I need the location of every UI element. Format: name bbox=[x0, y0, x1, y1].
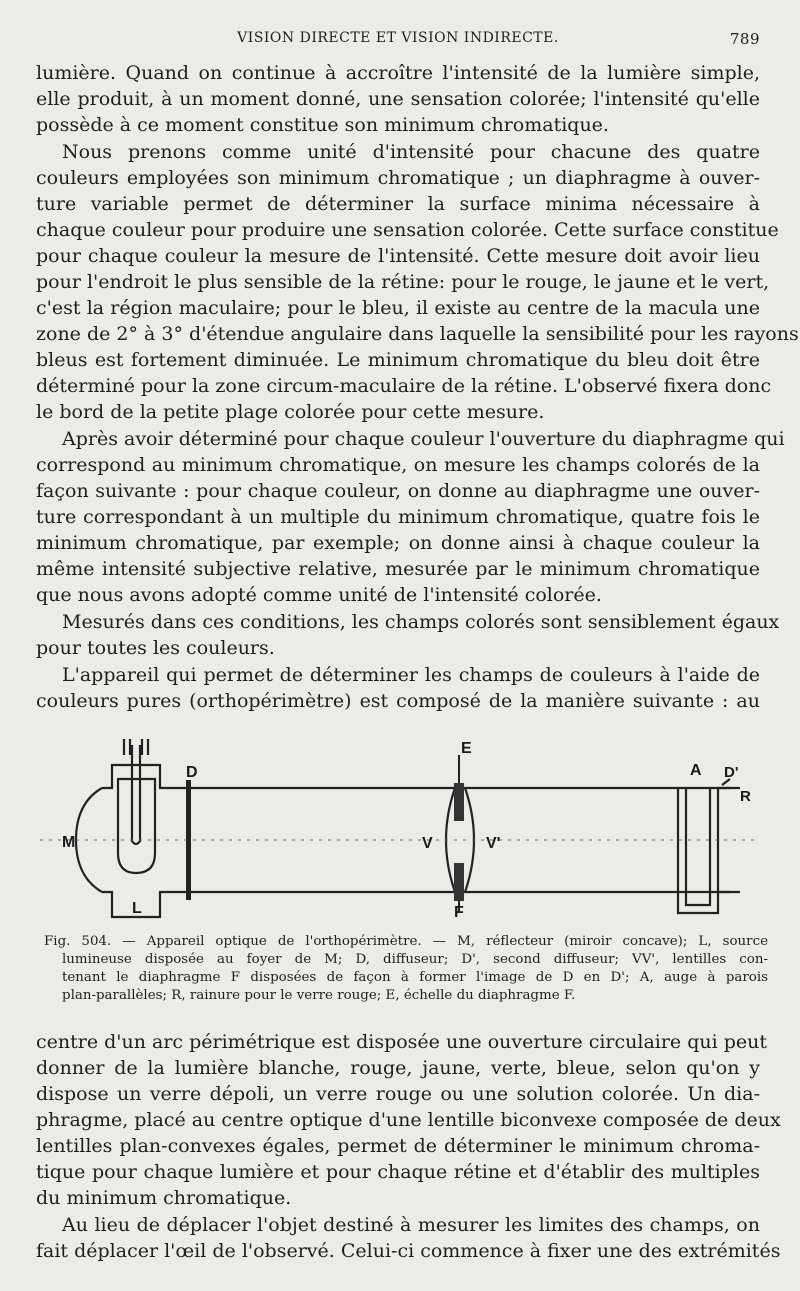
label-m: M bbox=[62, 834, 76, 851]
lamp-housing bbox=[102, 765, 190, 917]
text-line: bleus est fortement diminuée. Le minimum chromatique du bleu doit être bbox=[36, 349, 760, 371]
text-line: ture variable permet de déterminer la surface minima nécessaire à bbox=[36, 193, 760, 215]
caption-line: lumineuse disposée au foyer de M; D, diffuseur; D', second diffuseur; VV', lentilles con- bbox=[62, 952, 768, 967]
text-line: couleurs pures (orthopérimètre) est composé de la manière suivante : au bbox=[36, 690, 760, 712]
text-line: fait déplacer l'œil de l'observé. Celui-ci commence à fixer une des extrémités bbox=[36, 1240, 781, 1262]
orthoperimeter-figure bbox=[40, 735, 760, 925]
text-line: tique pour chaque lumière et pour chaque rétine et d'établir des multiples bbox=[36, 1161, 760, 1183]
text-line: Après avoir déterminé pour chaque couleur l'ouverture du diaphragme qui bbox=[62, 428, 785, 450]
page-number: 789 bbox=[729, 30, 760, 48]
text-line: le bord de la petite plage colorée pour cette mesure. bbox=[36, 401, 545, 423]
label-l: L bbox=[132, 900, 142, 917]
text-line: pour toutes les couleurs. bbox=[36, 637, 275, 659]
text-line: correspond au minimum chromatique, on mesure les champs colorés de la bbox=[36, 454, 760, 476]
trough-a bbox=[678, 788, 718, 913]
text-line: du minimum chromatique. bbox=[36, 1187, 292, 1209]
caption-line: plan-parallèles; R, rainure pour le verre rouge; E, échelle du diaphragme F. bbox=[62, 988, 576, 1003]
caption-line: Fig. 504. — Appareil optique de l'orthopérimètre. — M, réflecteur (miroir concave); L, source bbox=[44, 934, 768, 949]
filament bbox=[132, 745, 140, 844]
text-line: Au lieu de déplacer l'objet destiné à mesurer les limites des champs, on bbox=[62, 1214, 760, 1236]
label-v: V bbox=[422, 835, 433, 852]
text-line: même intensité subjective relative, mesurée par le minimum chromatique bbox=[36, 558, 760, 580]
text-line: zone de 2° à 3° d'étendue angulaire dans laquelle la sensibilité pour les rayons bbox=[36, 323, 799, 345]
running-head bbox=[36, 30, 760, 50]
orthoperimeter-diagram bbox=[40, 735, 760, 925]
label-f: F bbox=[454, 904, 464, 921]
label-e: E bbox=[461, 740, 472, 757]
text-line: couleurs employées son minimum chromatique ; un diaphragme à ouver- bbox=[36, 167, 760, 189]
text-line: déterminé pour la zone circum-maculaire de la rétine. L'observé fixera donc bbox=[36, 375, 772, 397]
bulb bbox=[118, 779, 155, 873]
text-line: dispose un verre dépoli, un verre rouge ou une solution colorée. Un dia- bbox=[36, 1083, 760, 1105]
text-line: possède à ce moment constitue son minimum chromatique. bbox=[36, 114, 609, 136]
diaphragm-lower bbox=[454, 863, 464, 901]
text-line: que nous avons adopté comme unité de l'intensité colorée. bbox=[36, 584, 602, 606]
caption-line: tenant le diaphragme F disposées de façon à former l'image de D en D'; A, auge à parois bbox=[62, 970, 768, 985]
text-line: centre d'un arc périmétrique est disposée une ouverture circulaire qui peut bbox=[36, 1031, 768, 1053]
text-line: lumière. Quand on continue à accroître l'intensité de la lumière simple, bbox=[36, 62, 760, 84]
label-d-prime: D' bbox=[724, 764, 739, 781]
text-line: c'est la région maculaire; pour le bleu, il existe au centre de la macula une bbox=[36, 297, 760, 319]
text-line: donner de la lumière blanche, rouge, jaune, verte, bleue, selon qu'on y bbox=[36, 1057, 760, 1079]
text-line: L'appareil qui permet de déterminer les champs de couleurs à l'aide de bbox=[62, 664, 760, 686]
text-line: minimum chromatique, par exemple; on donne ainsi à chaque couleur la bbox=[36, 532, 760, 554]
text-line: chaque couleur pour produire une sensation colorée. Cette surface constitue bbox=[36, 219, 779, 241]
label-a: A bbox=[690, 762, 702, 779]
text-line: ture correspondant à un multiple du minimum chromatique, quatre fois le bbox=[36, 506, 760, 528]
label-r: R bbox=[740, 788, 751, 805]
text-line: pour chaque couleur la mesure de l'intensité. Cette mesure doit avoir lieu bbox=[36, 245, 760, 267]
label-d: D bbox=[186, 764, 198, 781]
text-line: pour l'endroit le plus sensible de la rétine: pour le rouge, le jaune et le vert, bbox=[36, 271, 770, 293]
label-v-prime: V' bbox=[486, 835, 501, 852]
text-line: façon suivante : pour chaque couleur, on donne au diaphragme une ouver- bbox=[36, 480, 760, 502]
text-line: Nous prenons comme unité d'intensité pour chacune des quatre bbox=[62, 141, 760, 163]
reflector-m bbox=[76, 788, 102, 892]
text-line: Mesurés dans ces conditions, les champs colorés sont sensiblement égaux bbox=[62, 611, 780, 633]
running-title: VISION DIRECTE ET VISION INDIRECTE. bbox=[237, 30, 559, 46]
text-line: lentilles plan-convexes égales, permet de déterminer le minimum chroma- bbox=[36, 1135, 760, 1157]
text-line: elle produit, à un moment donné, une sensation colorée; l'intensité qu'elle bbox=[36, 88, 760, 110]
diaphragm-upper bbox=[454, 783, 464, 821]
text-line: phragme, placé au centre optique d'une lentille biconvexe composée de deux bbox=[36, 1109, 781, 1131]
